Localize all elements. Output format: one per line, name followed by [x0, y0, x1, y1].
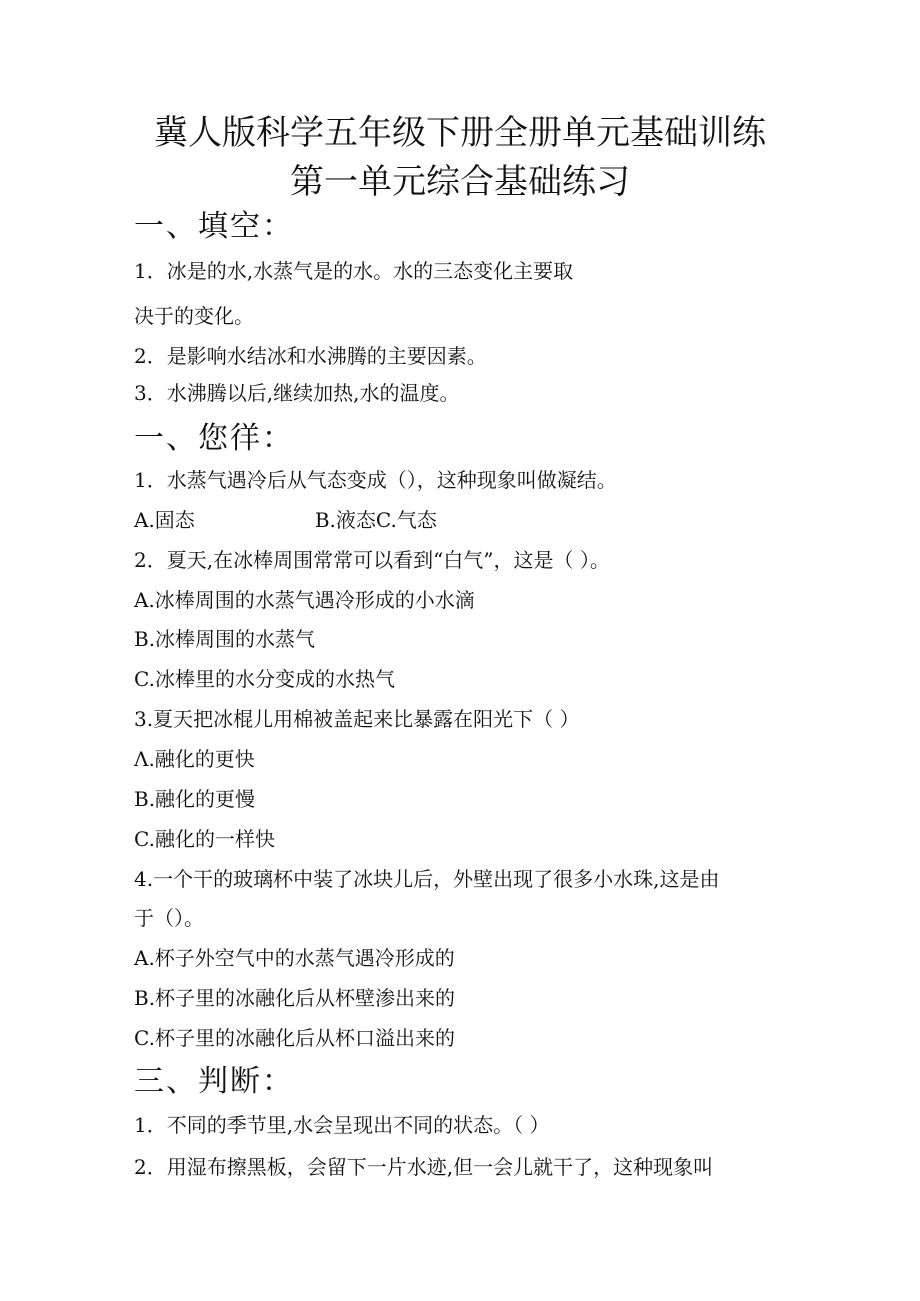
question-line: 1．冰是的水,水蒸气是的水。水的三态变化主要取 — [134, 259, 574, 283]
document-title: 冀人版科学五年级下册全册单元基础训练 — [154, 113, 766, 153]
option-a: A.固态 — [134, 508, 195, 532]
section-heading-fill-blank: 一、填空： — [134, 209, 294, 244]
section-heading-judge: 三、判断： — [134, 1064, 294, 1099]
question-line: 1．水蒸气遇冷后从气态变成（），这种现象叫做凝结。 — [134, 468, 617, 492]
document-subtitle: 第一单元综合基础练习 — [290, 162, 630, 202]
question-line: 2．夏天,在冰棒周围常常可以看到“白气”，这是（ ）。 — [134, 548, 610, 572]
option-line: A.冰棒周围的水蒸气遇冷形成的小水滴 — [134, 588, 475, 612]
question-line: 3．水沸腾以后,继续加热,水的温度。 — [134, 381, 460, 405]
question-line: 3.夏天把冰棍儿用棉被盖起来比暴露在阳光下（ ） — [134, 707, 580, 731]
option-line: B.杯子里的冰融化后从杯壁渗出来的 — [134, 986, 456, 1010]
question-line: 于（）。 — [134, 906, 204, 930]
option-line: Λ.融化的更快 — [134, 747, 255, 771]
question-line: 2．是影响水结冰和水沸腾的主要因素。 — [134, 344, 487, 368]
question-line: 4.一个干的玻璃杯中装了冰块儿后，外壁出现了很多小水珠,这是由 — [134, 867, 720, 891]
option-line: B.融化的更慢 — [134, 787, 256, 811]
option-line: C.冰棒里的水分变成的水热气 — [134, 667, 395, 691]
section-heading-choice: 一、您徉： — [134, 421, 294, 456]
option-bc: B.液态C.气态 — [314, 508, 437, 532]
option-line: A.杯子外空气中的水蒸气遇冷形成的 — [134, 946, 455, 970]
option-line: C.杯子里的冰融化后从杯口溢出来的 — [134, 1026, 455, 1050]
option-line: C.融化的一样快 — [134, 827, 275, 851]
option-line: B.冰棒周围的水蒸气 — [134, 627, 316, 651]
question-line: 决于的变化。 — [134, 304, 254, 328]
question-line: 1．不同的季节里,水会呈现出不同的状态。（ ） — [134, 1113, 550, 1137]
option-row — [134, 507, 437, 533]
question-line: 2．用湿布擦黑板，会留下一片水迹,但一会儿就干了，这种现象叫 — [134, 1155, 714, 1179]
